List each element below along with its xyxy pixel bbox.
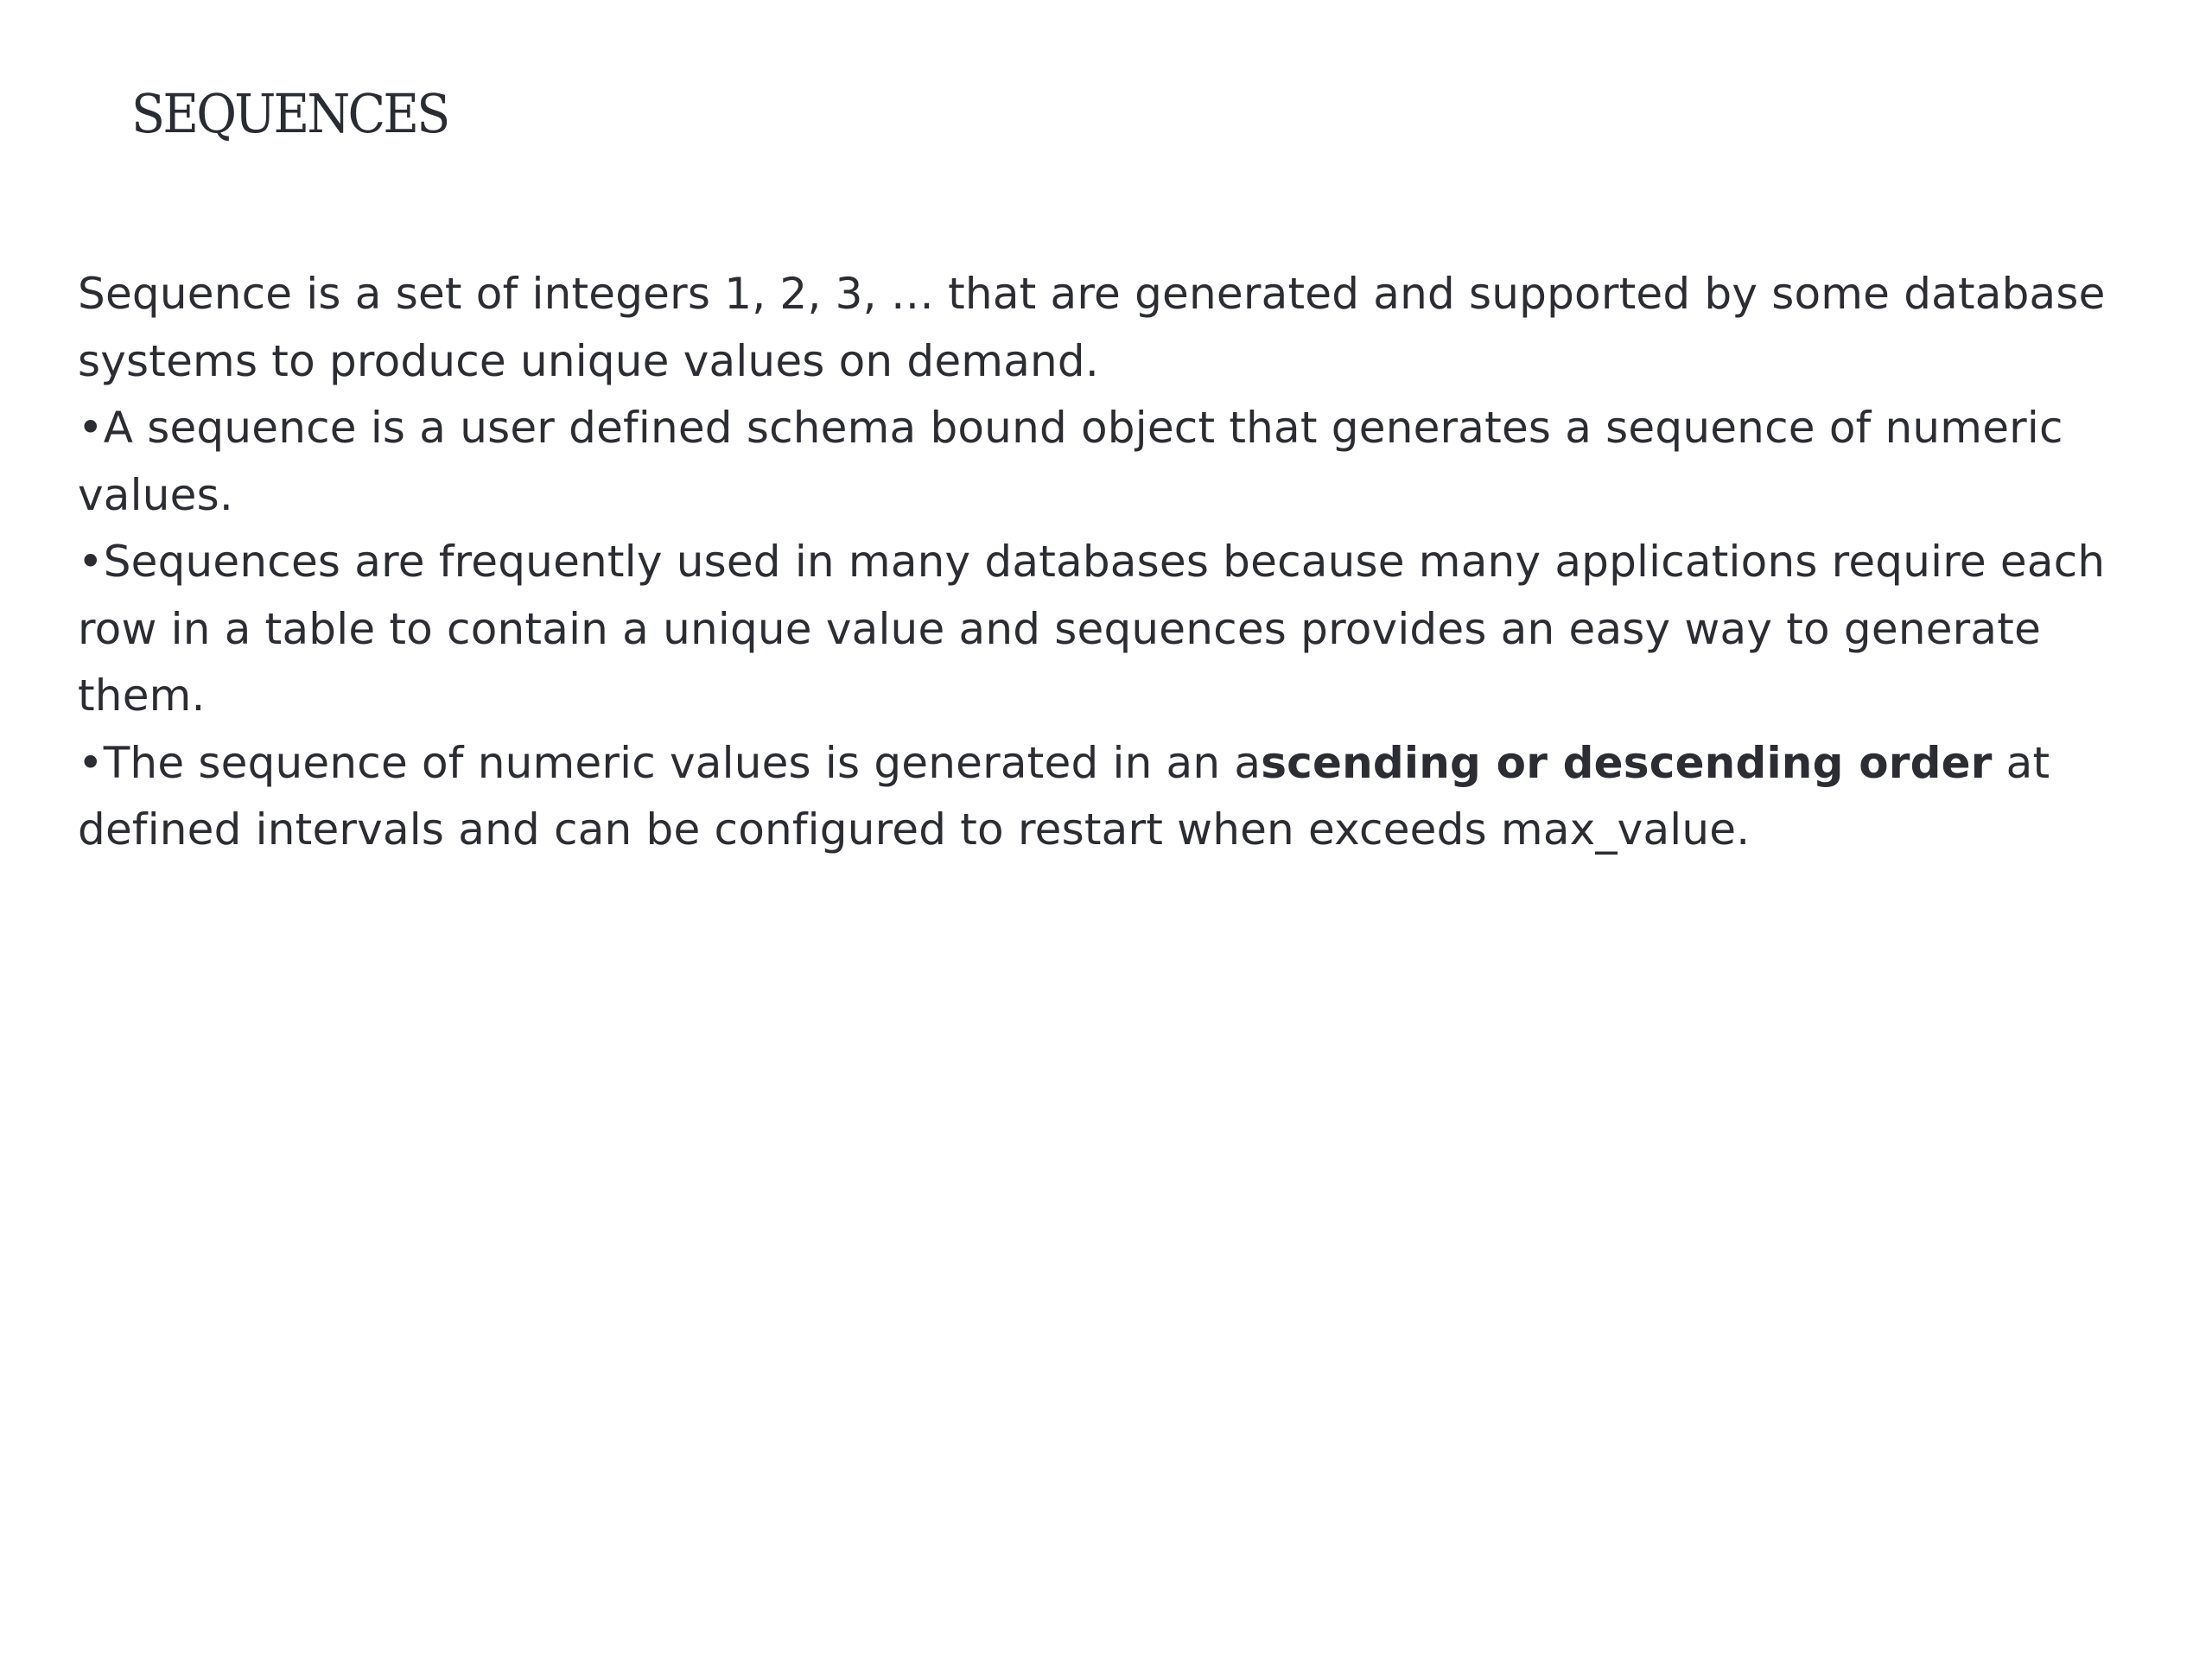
bullet-frequent-use: [78, 529, 2177, 730]
text-line: them.: [78, 671, 206, 721]
text-line: row in a table to contain a unique value and sequences provides an easy way to generate: [78, 603, 2042, 654]
text-line: values.: [78, 469, 233, 520]
bullet-schema-object: [78, 395, 2177, 529]
bold-emphasis: scending or descending order: [1261, 737, 1993, 788]
text-line: [78, 730, 2177, 798]
text-run: at: [1992, 737, 2050, 788]
slide-body: [78, 261, 2177, 864]
paragraph-intro: [78, 261, 2177, 395]
text-line: •A sequence is a user defined schema bound object that generates a sequence of numeric: [78, 403, 2063, 453]
text-line: •Sequences are frequently used in many databases because many applications require each: [78, 537, 2106, 587]
text-line: defined intervals and can be configured to restart when exceeds max_value.: [78, 804, 1751, 855]
text-line: Sequence is a set of integers 1, 2, 3, … that are generated and supported by some database: [78, 269, 2106, 319]
slide-title: SEQUENCES: [131, 82, 448, 145]
text-line: systems to produce unique values on demand.: [78, 335, 1099, 386]
bullet-ordering: [78, 730, 2177, 864]
text-run: •The sequence of numeric values is generated in an a: [78, 737, 1262, 788]
